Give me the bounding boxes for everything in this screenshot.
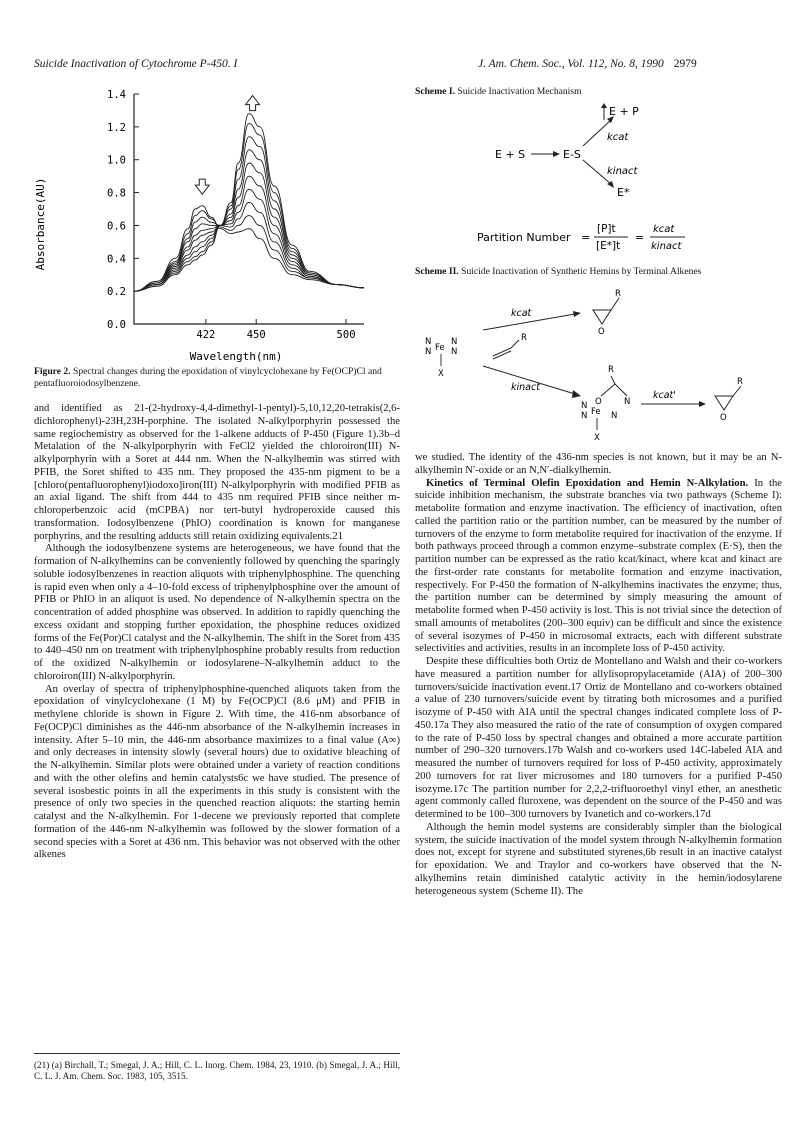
scheme-1-caption: Suicide Inactivation Mechanism (457, 86, 582, 97)
y-tick-label: 0.4 (107, 253, 126, 266)
y-tick-label: 0.0 (107, 319, 126, 331)
complex-r: R (608, 365, 614, 375)
y-tick-label: 0.2 (107, 286, 126, 299)
scheme-1-label: Scheme I. (415, 86, 455, 97)
scheme-1-title (415, 86, 582, 98)
complex-x: X (594, 433, 600, 443)
hemin-n-1: N (425, 337, 432, 347)
decrease-arrow-icon (195, 179, 209, 194)
right-paragraph-4: Although the hemin model systems are considerably simpler than the biological system, the suicide inactivation of the model system through N-alkylhemin formation does not, except for styrene and substituted styrenes,6b result in an inactive catalyst for epoxidation. We and Traylor and co-workers have observed that the N-alkylhemins retain diminished catalytic activity in the hemin/iodosylarene heterogeneous system (Scheme II). The (415, 821, 782, 897)
hemin-n-2: N (425, 347, 432, 357)
complex-n-right: N (611, 411, 618, 421)
right-column (415, 452, 782, 898)
scheme-2-diagram (415, 284, 782, 444)
partition-inactive-enzyme: [E*]t (596, 240, 621, 252)
scheme-2-title (415, 266, 782, 278)
y-tick-label: 1.4 (107, 89, 126, 101)
y-tick-label: 1.2 (107, 121, 126, 134)
y-axis-label: Absorbance(AU) (34, 177, 47, 271)
scheme-1-kinact: kinact (607, 166, 638, 177)
scheme-1-e-star: E* (617, 186, 630, 199)
scheme-2-kinact: kinact (511, 382, 540, 393)
epoxide-2-r: R (737, 377, 743, 387)
scheme-1-es: E-S (563, 148, 581, 161)
caption-label: Figure 2. (34, 366, 71, 377)
complex-n-left-2: N (581, 411, 588, 421)
running-header-right (478, 58, 697, 70)
x-axis-label: Wavelength(nm) (189, 350, 283, 363)
running-header-left: Suicide Inactivation of Cytochrome P-450. I (34, 58, 238, 70)
epoxide-2-o: O (720, 413, 727, 423)
partition-equals-2: = (635, 231, 645, 244)
footnote-divider (34, 1053, 400, 1054)
left-paragraph-2: Although the iodosylbenzene systems are heterogeneous, we have found that the formation of N-alkylhemins can be conveniently followed by quenching the sparingly soluble iodosylbenzenes in reaction aliquots with triphenylphosphine. The quenching is rapid even when only a 4–10-fold excess of triphenylphosphine over the amount of PFIB or PhIO in an aliquot is used. No dependence of N-alkylhemin spectra on the concentration of added phosphine was observed. In addition to rapidly quenching the excess oxidant and stopping further epoxidation, the phosphine reduces oxidized forms of the Fe(Por)Cl catalyst and the N-alkylhemin. The shift in the Soret from 435 to 440–450 nm on treatment with triphenylphosphine probably results from reduction of the oxidized N-alkylhemin or iodosylarene–N-alkylhemin adduct to the chloroiron(III) N-alkylporphyrin. (34, 543, 400, 682)
section-heading: Kinetics of Terminal Olefin Epoxidation and Hemin N-Alkylation. (426, 477, 749, 489)
footnote-21: (21) (a) Birchall, T.; Smegal, J. A.; Hill, C. L. Inorg. Chem. 1984, 23, 1910. (b) Smegal, J. A.; Hill, C. L. J. Am. Chem. Soc. 1983, 105, 3515. (34, 1060, 400, 1081)
partition-product: [P]t (597, 223, 616, 235)
scheme-2-kcat: kcat (511, 308, 532, 319)
x-tick-label: 422 (196, 329, 216, 341)
complex-n-top: N (624, 397, 631, 407)
figure-2-spectra-chart (34, 84, 400, 366)
right-paragraph-1: we studied. The identity of the 436-nm species is not known, but it may be an N-alkylhemin N′-oxide or an N,N′-dialkylhemin. (415, 452, 782, 476)
scheme-1-diagram (415, 98, 782, 258)
hemin-x: X (438, 369, 444, 379)
scheme-1-e-plus-s: E + S (495, 148, 526, 161)
left-paragraph-1: and identified as 21-(2-hydroxy-4,4-dimethyl-1-pentyl)-5,10,12,20-tetrakis(2,6-dichlorophenyl)-23H,23H-porphine. The isolated N-alkylporphyrin possessed the same regiochemistry as observed for the 1-alkene adducts of P-450 (Figure 1).3b–d Metalation of the N-alkylporphyrin with FeCl2 yielded the chloroiron(III) N-alkylporphyrin with a Soret at 444 nm. When the N-alkylhemin was stirred with PFIB, the Soret shifted to 435 nm. They proposed the 435-nm pigment to be a [chloro(pentafluorophenyl)iodoxo]iron(III) N-alkylporphyrin with modified PFIB as an axial ligand. The shift from 444 to 435 nm required PFIB since neither m-chloroperbenzoic acid (mCPBA) nor tert-butyl hydroperoxide caused this transformation. Iodosylbenzene (PhIO) coordination is known for manganese porphyrins, and the resulting adducts still retain oxidizing equivalents.21 (34, 403, 400, 542)
right-paragraph-2 (415, 478, 782, 657)
y-tick-label: 1.0 (107, 154, 126, 167)
hemin-n-3: N (451, 337, 458, 347)
y-tick-label: 0.8 (107, 187, 126, 200)
partition-equals-1: = (581, 231, 591, 244)
spectrum-curve (134, 211, 364, 292)
journal-citation: J. Am. Chem. Soc., Vol. 112, No. 8, 1990 (478, 58, 664, 70)
epoxide-1-o: O (598, 327, 605, 337)
page-number: 2979 (673, 58, 697, 70)
left-column (34, 403, 400, 862)
complex-o: O (595, 397, 602, 407)
partition-kinact: kinact (651, 241, 682, 252)
scheme-1-kcat: kcat (607, 132, 629, 143)
alkene-r: R (521, 333, 527, 343)
right-paragraph-2-text: In the suicide inhibition mechanism, the substrate branches via two pathways (Scheme I): metabolite formation and enzyme inactivation. The efficiency of inactivation, often called the partition ratio or the partition number, can be measured by the number of turnovers of the enzyme to form metabolite required for inactivation of the enzyme. If both pathways proceed through a common enzyme–substrate complex (E·S), then the partition number can be expressed as the ratio kcat/kinact, where kcat and kinact are the first-order rate constants for metabolite formation and enzyme inactivation, respectively. For P-450 the formation of N-alkylhemins inactivates the enzyme; thus, the partition number can be determined by simply measuring the amount of metabolite formed when P-450 activity is lost. This is not trivial since the detection of small amounts of metabolites (200–300 equiv) can be difficult and since the existence of several isozymes of P-450 in microsomal extracts, each with different substrate selectivities and activities, results in an incomplete loss of P-450 activity. (415, 477, 782, 655)
chart-axes (134, 94, 364, 324)
figure-2-caption (34, 366, 400, 389)
spectrum-curve (134, 124, 364, 292)
hemin-fe: Fe (435, 343, 445, 353)
x-tick-label: 500 (336, 329, 356, 341)
scheme-1-e-plus-p: E + P (609, 105, 639, 118)
caption-text: Spectral changes during the epoxidation of vinylcyclohexane by Fe(OCP)Cl and pentafluoroiodosylbenzene. (34, 366, 382, 389)
x-tick-label: 450 (246, 329, 266, 341)
increase-arrow-icon (246, 96, 260, 111)
left-paragraph-3: An overlay of spectra of triphenylphosphine-quenched aliquots taken from the epoxidation of vinylcyclohexane (1 M) by Fe(OCP)Cl (8.6 μM) and PFIB in methylene chloride is shown in Figure 2. With time, the 416-nm absorbance of Fe(OCP)Cl diminishes as the 446-nm absorbance of the N-alkylhemin increases in intensity. After 5–10 min, the 446-nm absorbance maximizes to a final value (A∞) and only decreases in intensity slowly (several hours) due to oxidative bleaching of the N-alkylhemin. Similar plots were obtained under a variety of reaction conditions and with the other olefins and hemin catalysts6c we have studied. The presence of several isosbestic points in all the experiments in this study is consistent with the presence of only two species in the quenched reaction aliquots: the starting hemin catalyst and the N-alkylhemin. For 1-decene we previously reported that complete formation of the 446-nm N-alkylhemin was followed by the slower formation of a second species with a Soret at 436 nm. This behavior was not observed with the other alkenes (34, 683, 400, 861)
complex-fe: Fe (591, 407, 601, 417)
scheme-2-kcat-prime: kcat' (653, 390, 676, 401)
hemin-n-4: N (451, 347, 458, 357)
y-tick-label: 0.6 (107, 220, 126, 233)
spectrum-curve (134, 163, 364, 291)
partition-number-label: Partition Number (477, 231, 571, 244)
epoxide-1-r: R (615, 289, 621, 299)
complex-n-left-1: N (581, 401, 588, 411)
right-paragraph-3: Despite these difficulties both Ortiz de Montellano and Walsh and their co-workers have measured a partition number for allylisopropylacetamide (AIA) of 200–300 turnovers/suicide inactivation event.17 Ortiz de Montellano and co-workers obtained a value of 230 turnovers/suicide event by titrating both microsomes and a purified isozyme of P-450 with AIA until the spectral changes indicated complete loss of P-450.17a They also measured the ratio of the rate of consumption of oxygen compared to the rate of P-450 loss by spectral changes and obtained a more accurate partition number of 290–320 turnovers.17b Walsh and co-workers used 14C-labeled AIA and measured the number of turnovers required for loss of P-450 activity, approximately 200 turnovers for rat liver microsomes and 180 turnovers for a purified P-450 isozyme.17c The partition number for 2,2,2-trifluoroethyl vinyl ether, an anesthetic agent commonly called fluroxene, was dependent on the source of the P-450 and was determined to be 100–300 turnovers by Ivanetich and co-workers.17d (415, 656, 782, 820)
partition-kcat: kcat (653, 224, 675, 235)
scheme-2-caption: Suicide Inactivation of Synthetic Hemins by Terminal Alkenes (461, 266, 702, 277)
scheme-2-label: Scheme II. (415, 266, 459, 277)
